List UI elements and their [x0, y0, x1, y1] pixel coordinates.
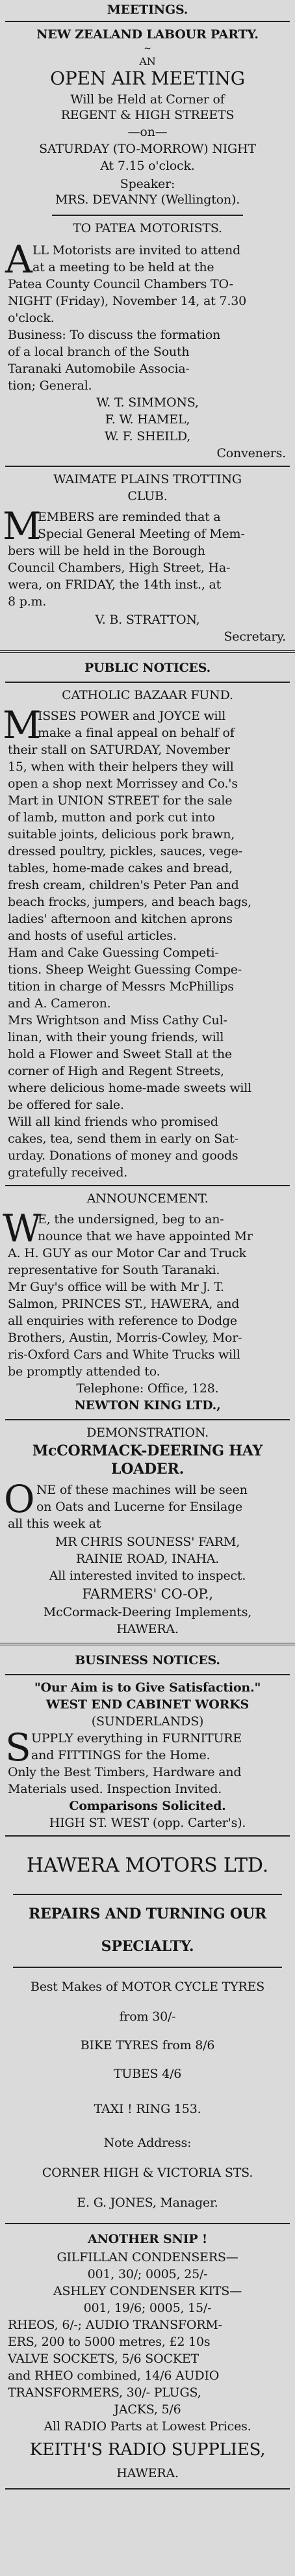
patea-signer: W. F. SHEILD, — [104, 429, 191, 444]
hawera-motors-tubes: TUBES 4/6 — [113, 2067, 182, 2081]
section-rule — [0, 1643, 295, 1645]
body-line: ris-Oxford Cars and White Trucks will — [8, 1348, 240, 1362]
west-end-slogan: "Our Aim is to Give Satisfaction." — [34, 1680, 261, 1695]
body-line: all enquiries with reference to Dodge — [8, 1314, 237, 1328]
section-heading-business-notices: BUSINESS NOTICES. — [75, 1653, 220, 1667]
labour-saturday: SATURDAY (TO-MORROW) NIGHT — [39, 142, 256, 156]
body-line: on Oats and Lucerne for Ensilage — [36, 1500, 243, 1514]
labour-time: At 7.15 o'clock. — [100, 159, 195, 173]
body-line: their stall on SATURDAY, November — [8, 743, 230, 757]
body-line: ISSES POWER and JOYCE will — [38, 709, 226, 723]
rule — [13, 1967, 282, 1968]
body-line: Salmon, PRINCES ST., HAWERA, and — [8, 1297, 240, 1311]
section-rule — [0, 650, 295, 653]
body-line: Ham and Cake Guessing Competi- — [8, 946, 219, 960]
patea-drop-cap: A — [5, 237, 32, 282]
body-line: EMBERS are reminded that a — [38, 510, 221, 524]
snip-title: ANOTHER SNIP ! — [87, 2232, 208, 2246]
labour-regent: REGENT & HIGH STREETS — [60, 108, 235, 122]
body-line: ladies' afternoon and kitchen aprons — [8, 912, 233, 926]
body-line: Mart in UNION STREET for the sale — [8, 793, 233, 808]
west-end-drop-cap: S — [5, 1725, 31, 1770]
body-line: Patea County Council Chambers TO- — [8, 277, 233, 291]
demonstration-headline-2: LOADER. — [110, 1461, 185, 1478]
announcement-drop-cap: W — [3, 1206, 42, 1251]
demonstration-town: HAWERA. — [116, 1622, 179, 1636]
body-line: of a local branch of the South — [8, 345, 190, 359]
body-line: UPPLY everything in FURNITURE — [31, 1731, 242, 1746]
body-line: 8 p.m. — [8, 594, 47, 609]
rule — [5, 1185, 290, 1186]
rule — [52, 215, 243, 216]
body-line: JACKS, 5/6 — [114, 2402, 181, 2417]
hawera-motors-repairs: REPAIRS AND TURNING OUR — [29, 1905, 266, 1922]
body-line: ASHLEY CONDENSER KITS— — [53, 2284, 242, 2298]
body-line: where delicious home-made sweets will — [8, 1081, 252, 1095]
body-line: make a final appeal on behalf of — [38, 726, 235, 740]
body-line: E, the undersigned, beg to an- — [38, 1212, 224, 1227]
body-line: cakes, tea, send them in early on Sat- — [8, 1132, 238, 1146]
hawera-motors-from: from 30/- — [119, 2010, 176, 2024]
body-line: all this week at — [8, 1517, 101, 1531]
demonstration-drop-cap: O — [4, 1477, 35, 1521]
body-line: Business: To discuss the formation — [8, 328, 221, 342]
body-line: linan, with their young friends, will — [8, 1030, 224, 1044]
waimate-title-2: CLUB. — [127, 489, 168, 503]
body-line: open a shop next Morrissey and Co.'s — [8, 777, 238, 791]
body-line: Mr Guy's office will be with Mr J. T. — [8, 1280, 224, 1294]
hawera-motors-corner: CORNER HIGH & VICTORIA STS. — [42, 2166, 253, 2180]
body-line: gratefully received. — [8, 1165, 128, 1180]
body-line: NE of these machines will be seen — [36, 1483, 248, 1497]
demonstration-farmers: FARMERS' CO-OP., — [82, 1586, 213, 1602]
labour-an: AN — [139, 55, 156, 68]
body-line: and RHEO combined, 14/6 AUDIO — [8, 2369, 220, 2383]
hawera-motors-note: Note Address: — [103, 2136, 192, 2150]
body-line: Comparisons Solicited. — [69, 1799, 226, 1813]
demonstration-implements: McCormack-Deering Implements, — [43, 1605, 252, 1619]
announcement-telephone: Telephone: Office, 128. — [76, 1381, 219, 1396]
body-line: RHEOS, 6/-; AUDIO TRANSFORM- — [8, 2318, 222, 2332]
labour-title: NEW ZEALAND LABOUR PARTY. — [36, 27, 259, 42]
body-line: 001, 19/6; 0005, 15/- — [83, 2301, 212, 2315]
demonstration-road: RAINIE ROAD, INAHA. — [75, 1552, 220, 1566]
demonstration-title: DEMONSTRATION. — [86, 1426, 209, 1440]
body-line: urday. Donations of money and goods — [8, 1149, 238, 1163]
body-line: dressed poultry, pickles, sauces, vege- — [8, 844, 242, 858]
body-line: Materials used. Inspection Invited. — [8, 1782, 222, 1796]
waimate-signer: V. B. STRATTON, — [95, 613, 200, 627]
patea-signer: W. T. SIMMONS, — [96, 395, 199, 410]
body-line: fresh cream, children's Peter Pan and — [8, 878, 239, 892]
body-line: Will all kind friends who promised — [8, 1115, 218, 1129]
hawera-motors-repairs-2: SPECIALTY. — [101, 1938, 194, 1955]
section-heading-public-notices: PUBLIC NOTICES. — [84, 661, 211, 675]
body-line: suitable joints, delicious pork brawn, — [8, 827, 235, 842]
waimate-title: WAIMATE PLAINS TROTTING — [53, 472, 242, 486]
body-line: tions. Sheep Weight Guessing Compe- — [8, 963, 242, 977]
labour-speaker: Speaker: — [120, 177, 175, 191]
announcement-signer: NEWTON KING LTD., — [74, 1398, 221, 1413]
body-line: Brothers, Austin, Morris-Cowley, Mor- — [8, 1331, 242, 1345]
body-line: of lamb, mutton and pork cut into — [8, 810, 215, 825]
bazaar-drop-cap: M — [3, 703, 42, 747]
body-line: 001, 30/; 0005, 25/- — [87, 2267, 208, 2281]
body-line: Mrs Wrightson and Miss Cathy Cul- — [8, 1013, 227, 1028]
patea-conveners: Conveners. — [216, 446, 286, 460]
body-line: LL Motorists are invited to attend — [32, 243, 241, 258]
hawera-motors-taxi: TAXI ! RING 153. — [94, 2102, 201, 2116]
labour-on: —on— — [127, 125, 168, 139]
body-line: o'clock. — [8, 311, 55, 325]
body-line: NIGHT (Friday), November 14, at 7.30 — [8, 294, 247, 308]
waimate-drop-cap: M — [3, 504, 42, 548]
rule — [5, 2488, 290, 2490]
body-line: Council Chambers, High Street, Ha- — [8, 561, 231, 575]
body-line: 15, when with their helpers they will — [8, 760, 234, 774]
west-end-name: WEST END CABINET WORKS — [45, 1697, 250, 1712]
rule — [5, 1419, 290, 1420]
body-line: tables, home-made cakes and bread, — [8, 861, 233, 875]
announcement-title: ANNOUNCEMENT. — [86, 1191, 209, 1206]
body-line: at a meeting to be held at the — [32, 260, 214, 274]
demonstration-farm: MR CHRIS SOUNESS' FARM, — [55, 1535, 240, 1549]
rule — [5, 1674, 290, 1675]
body-line: and hosts of useful articles. — [8, 929, 177, 943]
labour-open-air-heading: OPEN AIR MEETING — [50, 68, 245, 89]
body-line: bers will be held in the Borough — [8, 544, 205, 558]
rule — [5, 1835, 290, 1837]
body-line: ERS, 200 to 5000 metres, £2 10s — [8, 2335, 211, 2349]
patea-title: TO PATEA MOTORISTS. — [73, 221, 222, 235]
body-line: tion; General. — [8, 378, 92, 393]
body-line: and FITTINGS for the Home. — [31, 1748, 211, 1762]
body-line: beach frocks, jumpers, and beach bags, — [8, 895, 251, 909]
snip-keiths: KEITH'S RADIO SUPPLIES, — [29, 2440, 266, 2460]
patea-signer: F. W. HAMEL, — [105, 412, 190, 427]
body-line: wera, on FRIDAY, the 14th inst., at — [8, 578, 222, 592]
body-line: tition in charge of Messrs McPhillips — [8, 979, 234, 994]
body-line: be offered for sale. — [8, 1098, 124, 1112]
body-line: hold a Flower and Sweet Stall at the — [8, 1047, 232, 1061]
body-line: Taranaki Automobile Associa- — [8, 362, 190, 376]
west-end-name-2: (SUNDERLANDS) — [91, 1714, 204, 1729]
body-line: corner of High and Regent Streets, — [8, 1064, 224, 1078]
body-line: VALVE SOCKETS, 5/6 SOCKET — [8, 2352, 199, 2366]
rule — [5, 682, 290, 683]
body-line: GILFILLAN CONDENSERS— — [57, 2250, 238, 2264]
snip-town: HAWERA. — [116, 2466, 179, 2480]
body-line: be promptly attended to. — [8, 1364, 160, 1379]
body-line: Only the Best Timbers, Hardware and — [8, 1765, 242, 1779]
bazaar-title: CATHOLIC BAZAAR FUND. — [62, 688, 233, 702]
body-line: representative for South Taranaki. — [8, 1263, 220, 1277]
labour-speaker-name: MRS. DEVANNY (Wellington). — [55, 193, 240, 207]
waimate-role: Secretary. — [224, 630, 286, 644]
section-heading-meetings: MEETINGS. — [107, 3, 188, 17]
demonstration-headline: McCORMACK-DEERING HAY — [32, 1442, 263, 1459]
demonstration-invite: All interested invited to inspect. — [49, 1569, 246, 1583]
labour-mark: ~ — [144, 44, 151, 54]
hawera-motors-manager: E. G. JONES, Manager. — [77, 2196, 218, 2210]
body-line: All RADIO Parts at Lowest Prices. — [44, 2419, 251, 2434]
labour-line: Will be Held at Corner of — [70, 92, 225, 107]
rule — [5, 466, 290, 467]
west-end-address: HIGH ST. WEST (opp. Carter's). — [49, 1816, 246, 1830]
hawera-motors-best: Best Makes of MOTOR CYCLE TYRES — [30, 1980, 265, 1994]
body-line: Special General Meeting of Mem- — [38, 527, 245, 541]
body-line: and A. Cameron. — [8, 996, 111, 1011]
hawera-motors-bike: BIKE TYRES from 8/6 — [80, 2038, 215, 2052]
rule — [5, 21, 290, 22]
body-line: TRANSFORMERS, 30/- PLUGS, — [8, 2385, 201, 2400]
rule — [13, 1894, 282, 1895]
body-line: nounce that we have appointed Mr — [38, 1229, 253, 1243]
hawera-motors-name: HAWERA MOTORS LTD. — [26, 1854, 269, 1877]
rule — [5, 2223, 290, 2224]
body-line: A. H. GUY as our Motor Car and Truck — [8, 1246, 246, 1260]
